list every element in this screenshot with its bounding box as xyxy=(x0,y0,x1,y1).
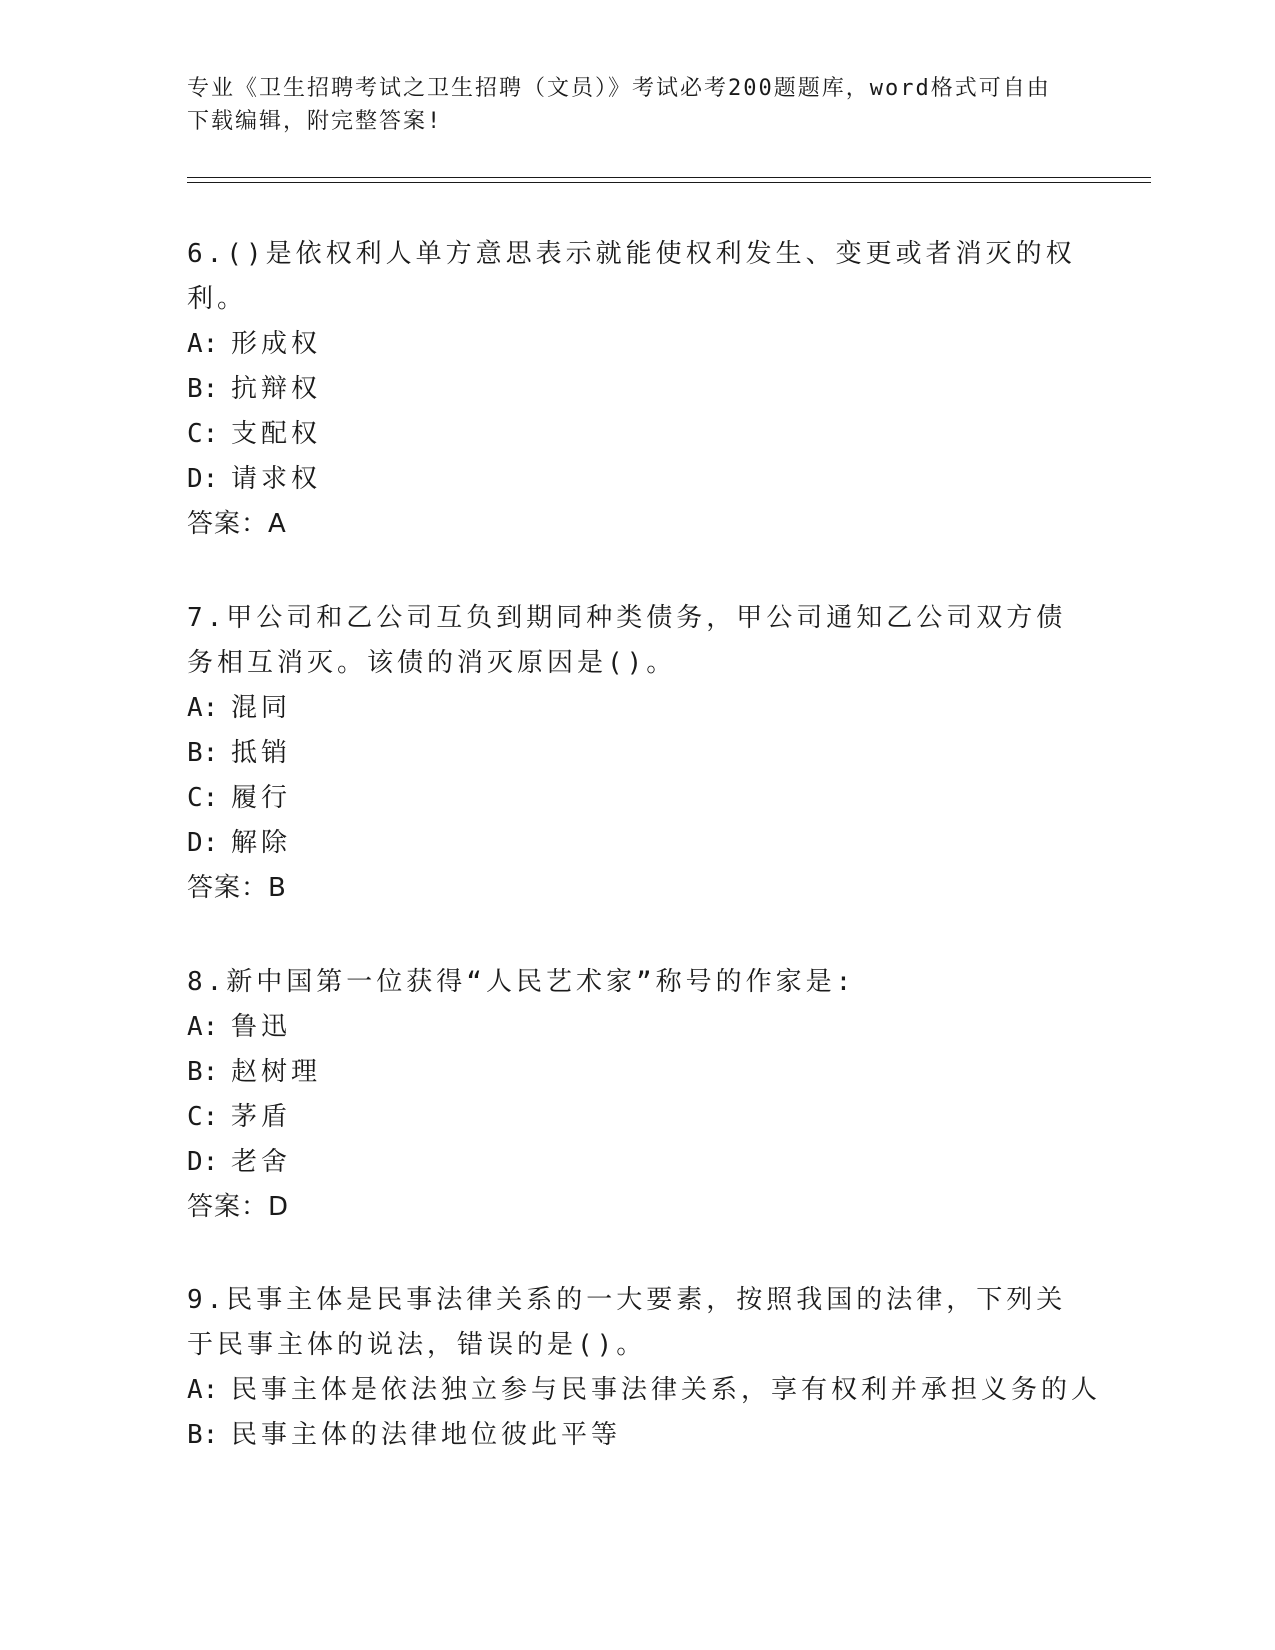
option-letter: C: xyxy=(187,783,219,813)
option-text: 赵树理 xyxy=(231,1057,322,1087)
option-text: 解除 xyxy=(231,828,292,858)
option-c xyxy=(187,1095,1087,1140)
question-stem: 7.甲公司和乙公司互负到期同种类债务，甲公司通知乙公司双方债务相互消灭。该债的消灭原因是()。 xyxy=(187,603,1067,678)
option-letter: B: xyxy=(187,738,219,768)
option-letter: C: xyxy=(187,1102,219,1132)
option-text: 茅盾 xyxy=(231,1102,292,1132)
question-stem: 8.新中国第一位获得“人民艺术家”称号的作家是: xyxy=(187,967,856,997)
question-9 xyxy=(187,1278,1102,1458)
option-letter: A: xyxy=(187,693,219,723)
option-text: 履行 xyxy=(231,783,292,813)
option-letter: C: xyxy=(187,419,219,449)
header-rule-bottom xyxy=(187,182,1151,183)
option-letter: D: xyxy=(187,464,219,494)
option-letter: A: xyxy=(187,329,219,359)
option-text: 请求权 xyxy=(231,464,322,494)
option-c xyxy=(187,412,1087,457)
option-b xyxy=(187,731,1087,776)
option-text: 鲁迅 xyxy=(231,1012,292,1042)
question-stem: 6.()是依权利人单方意思表示就能使权利发生、变更或者消灭的权利。 xyxy=(187,239,1076,314)
option-a xyxy=(187,1368,1102,1413)
option-text: 民事主体是依法独立参与民事法律关系，享有权利并承担义务的人 xyxy=(231,1375,1102,1405)
option-text: 支配权 xyxy=(231,419,322,449)
header-rule-top xyxy=(187,177,1151,178)
option-b xyxy=(187,1413,1087,1458)
option-letter: B: xyxy=(187,1420,219,1450)
option-text: 混同 xyxy=(231,693,292,723)
option-text: 民事主体的法律地位彼此平等 xyxy=(231,1420,622,1450)
option-d xyxy=(187,457,1087,502)
answer-line: 答案：B xyxy=(187,873,287,903)
option-d xyxy=(187,1140,1087,1185)
document-header: 专业《卫生招聘考试之卫生招聘（文员）》考试必考200题题库，word格式可自由下载编辑，附完整答案! xyxy=(187,76,1051,134)
question-7 xyxy=(187,596,1087,911)
question-6 xyxy=(187,232,1087,547)
option-a xyxy=(187,686,1087,731)
option-a xyxy=(187,322,1087,367)
option-letter: B: xyxy=(187,374,219,404)
option-b xyxy=(187,367,1087,412)
option-letter: D: xyxy=(187,1147,219,1177)
option-a xyxy=(187,1005,1087,1050)
option-d xyxy=(187,821,1087,866)
option-b xyxy=(187,1050,1087,1095)
answer-line: 答案：A xyxy=(187,509,287,539)
option-text: 形成权 xyxy=(231,329,322,359)
option-letter: A: xyxy=(187,1012,219,1042)
question-8 xyxy=(187,960,1087,1230)
option-text: 抗辩权 xyxy=(231,374,322,404)
question-stem: 9.民事主体是民事法律关系的一大要素，按照我国的法律，下列关于民事主体的说法，错误的是()。 xyxy=(187,1285,1067,1360)
option-letter: A: xyxy=(187,1375,219,1405)
option-letter: D: xyxy=(187,828,219,858)
option-text: 抵销 xyxy=(231,738,292,768)
option-letter: B: xyxy=(187,1057,219,1087)
option-c xyxy=(187,776,1087,821)
answer-line: 答案：D xyxy=(187,1192,290,1222)
option-text: 老舍 xyxy=(231,1147,292,1177)
